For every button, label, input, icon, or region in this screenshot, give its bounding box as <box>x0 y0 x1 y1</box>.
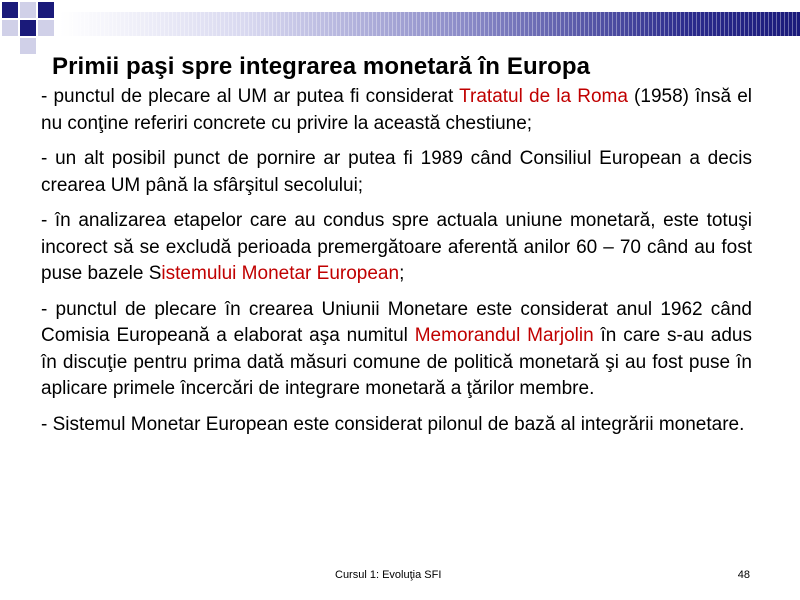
footer-course: Cursul 1: Evoluţia SFI <box>335 569 442 581</box>
paragraph-text: în care s-au adus în discuţie pentru prima dată măsuri comune de politică monetară şi au fost puse în aplicare primele încercări de integrare monetară a ţărilor membre. <box>41 325 752 399</box>
deco-square <box>38 20 54 36</box>
deco-square <box>38 2 54 18</box>
paragraph-text: - un alt posibil punct de pornire ar putea fi 1989 când Consiliul European a decis crearea UM până la sfârşitul secolului; <box>41 148 752 196</box>
slide-body <box>41 84 752 447</box>
bullet-paragraph <box>41 297 752 403</box>
highlighted-term: istemului Monetar European <box>161 263 400 284</box>
footer-page-number: 48 <box>737 569 750 581</box>
highlighted-term: Memorandul Marjolin <box>414 325 594 346</box>
paragraph-text: - Sistemul Monetar European este considerat pilonul de bază al integrării monetare. <box>41 413 745 435</box>
paragraph-text: (1958) însă el nu conţine referiri concrete cu privire la această chestiune; <box>41 86 752 134</box>
deco-square <box>2 2 18 18</box>
bullet-paragraph <box>41 208 752 288</box>
paragraph-text: - punctul de plecare al UM ar putea fi considerat <box>41 86 460 107</box>
deco-square <box>20 2 36 18</box>
paragraph-text: - punctul de plecare în crearea Uniunii Monetare este considerat anul 1962 când Comisia Europeană a elaborat aşa numitul <box>41 298 752 346</box>
bullet-paragraph <box>41 146 752 199</box>
deco-square <box>20 20 36 36</box>
corner-decoration <box>0 0 60 60</box>
paragraph-text: ; <box>399 263 405 284</box>
bullet-paragraph <box>41 84 752 137</box>
header-gradient-bar <box>60 12 800 36</box>
paragraph-text: - în analizarea etapelor care au condus spre actuala uniune monetară, este totuşi incorect să se excludă perioada premergătoare aferentă anilor 60 – 70 când au fost puse bazele S <box>41 210 752 284</box>
bullet-paragraph <box>41 412 752 439</box>
highlighted-term: Tratatul de la Roma <box>459 86 628 107</box>
deco-square <box>2 20 18 36</box>
slide-title: Primii paşi spre integrarea monetară în Europa <box>52 53 591 80</box>
deco-square <box>20 38 36 54</box>
